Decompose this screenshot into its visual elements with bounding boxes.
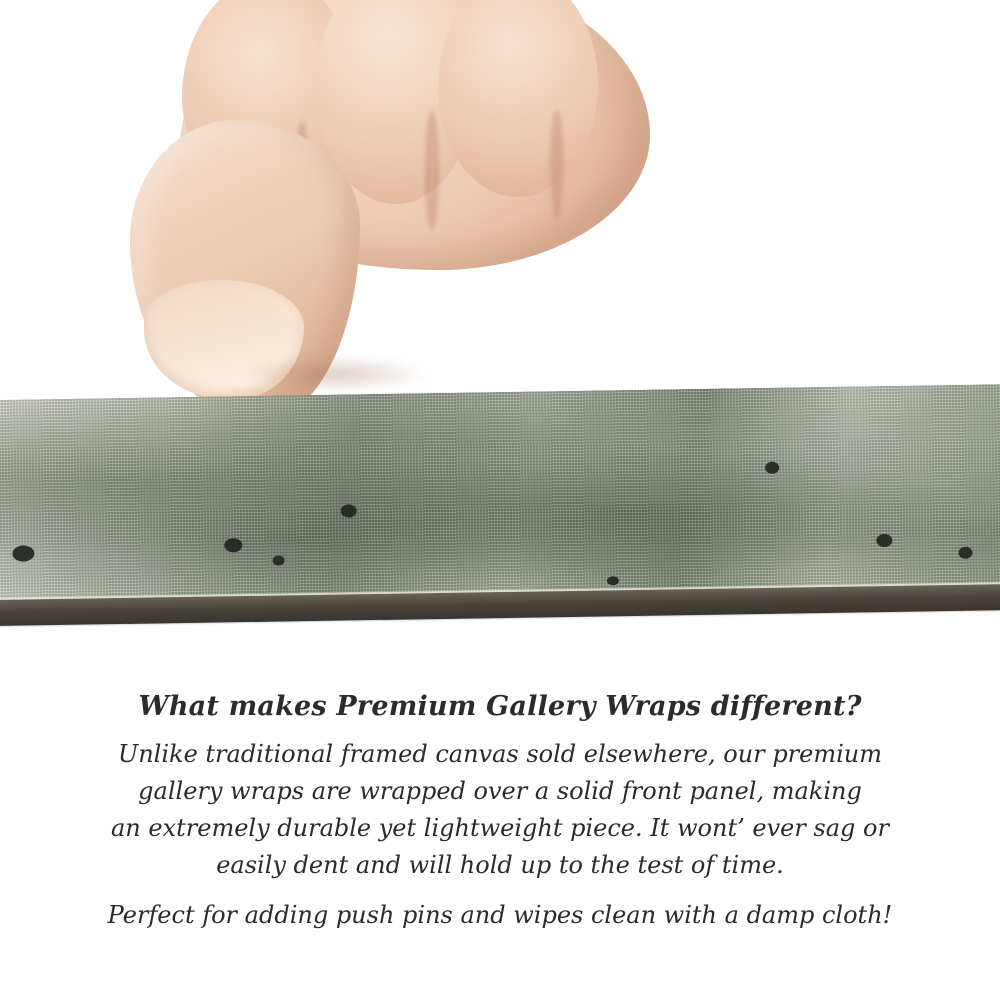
knuckle-crease: [425, 110, 439, 230]
caption-title: What makes Premium Gallery Wraps different?: [138, 691, 862, 722]
knuckle-crease: [550, 110, 564, 220]
caption-block: [0, 690, 1000, 932]
caption-body: [0, 736, 1000, 885]
caption-line: Unlike traditional framed canvas sold elsewhere, our premium: [117, 739, 882, 768]
caption-line: an extremely durable yet lightweight piece. It wont’ ever sag or: [111, 814, 889, 843]
caption-line: gallery wraps are wrapped over a solid front panel, making: [138, 776, 862, 805]
gallery-wrap-canvas-edge: [0, 384, 1000, 628]
hand-photo: [120, 0, 700, 440]
caption-line: easily dent and will hold up to the test of time.: [216, 851, 784, 880]
caption-closing-line: Perfect for adding push pins and wipes clean with a damp cloth!: [107, 900, 893, 929]
contact-shadow: [240, 356, 430, 392]
